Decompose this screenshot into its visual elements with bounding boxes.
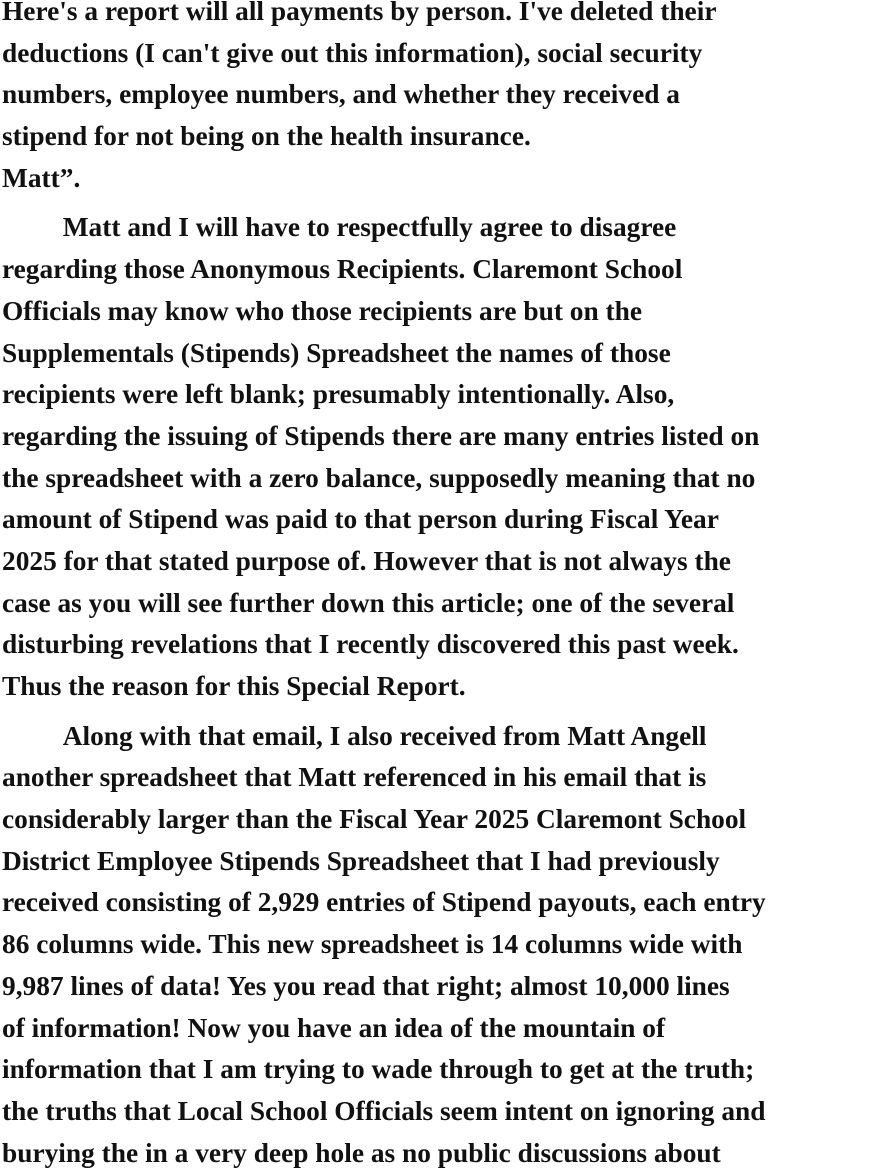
text-line [2,32,878,74]
line-text: Matt”. [2,161,81,193]
text-line [2,498,878,540]
paragraph-gap [2,707,880,715]
text-line [2,1007,878,1049]
text-line [2,115,878,157]
text-line [2,798,878,840]
text-line [2,623,878,665]
paragraph-3 [2,715,880,1173]
text-line [2,881,878,923]
text-line [2,73,878,115]
line-text: Matt and I will have to respectfully agree to disagree [62,211,677,243]
text-line [2,582,878,624]
text-line [2,540,878,582]
line-text: received consisting of 2,929 entries of Stipend payouts, each entry [2,886,766,918]
line-text: deductions (I can't give out this information), social security [2,36,703,68]
article-body [2,0,880,1173]
line-text: 9,987 lines of data! Yes you read that right; almost 10,000 lines [2,969,730,1001]
line-text: another spreadsheet that Matt referenced in his email that is [2,761,707,793]
line-text: Supplementals (Stipends) Spreadsheet the names of those [2,336,671,368]
line-text: recipients were left blank; presumably intentionally. Also, [2,378,675,410]
line-text: of information! Now you have an idea of the mountain of [2,1011,666,1043]
line-text: disturbing revelations that I recently discovered this past week. [2,628,739,660]
line-text: Along with that email, I also received from Matt Angell [62,719,707,751]
line-text: Thus the reason for this Special Report. [2,670,466,701]
text-line [2,332,878,374]
text-line [2,248,878,290]
line-text: Officials may know who those recipients are but on the [2,294,643,326]
line-text: regarding those Anonymous Recipients. Claremont School [2,253,683,285]
line-text: information that I am trying to wade through to get at the truth; [2,1053,755,1085]
line-text: the truths that Local School Officials seem intent on ignoring and [2,1094,766,1126]
paragraph-2 [2,206,880,706]
line-text: 86 columns wide. This new spreadsheet is 14 columns wide with [2,928,743,960]
text-line [2,665,878,707]
text-line [2,840,878,882]
line-text: stipend for not being on the health insurance. [2,120,531,152]
text-line [2,715,878,757]
line-text: the spreadsheet with a zero balance, supposedly meaning that no [2,461,756,493]
paragraph-gap [2,198,880,206]
line-text: regarding the issuing of Stipends there are many entries listed on [2,419,760,451]
line-text: 2025 for that stated purpose of. However that is not always the [2,544,731,576]
text-line [2,1048,878,1090]
text-line [2,373,878,415]
line-text: District Employee Stipends Spreadsheet that I had previously [2,844,720,876]
text-line [2,290,878,332]
line-text: Here's a report will all payments by person. I've deleted their [2,0,717,26]
line-text: case as you will see further down this article; one of the several [2,586,735,618]
text-line [2,457,878,499]
text-line [2,415,878,457]
text-line [2,923,878,965]
text-line [2,965,878,1007]
line-text: amount of Stipend was paid to that person during Fiscal Year [2,503,719,535]
text-line [2,1132,878,1173]
text-line [2,1090,878,1132]
line-text: numbers, employee numbers, and whether they received a [2,78,680,110]
text-line [2,0,878,32]
paragraph-1 [2,0,880,198]
text-line [2,206,878,248]
text-line [2,756,878,798]
line-text: considerably larger than the Fiscal Year 2025 Claremont School [2,803,747,835]
text-line [2,157,878,199]
line-text: burying the in a very deep hole as no public discussions about [2,1136,721,1168]
